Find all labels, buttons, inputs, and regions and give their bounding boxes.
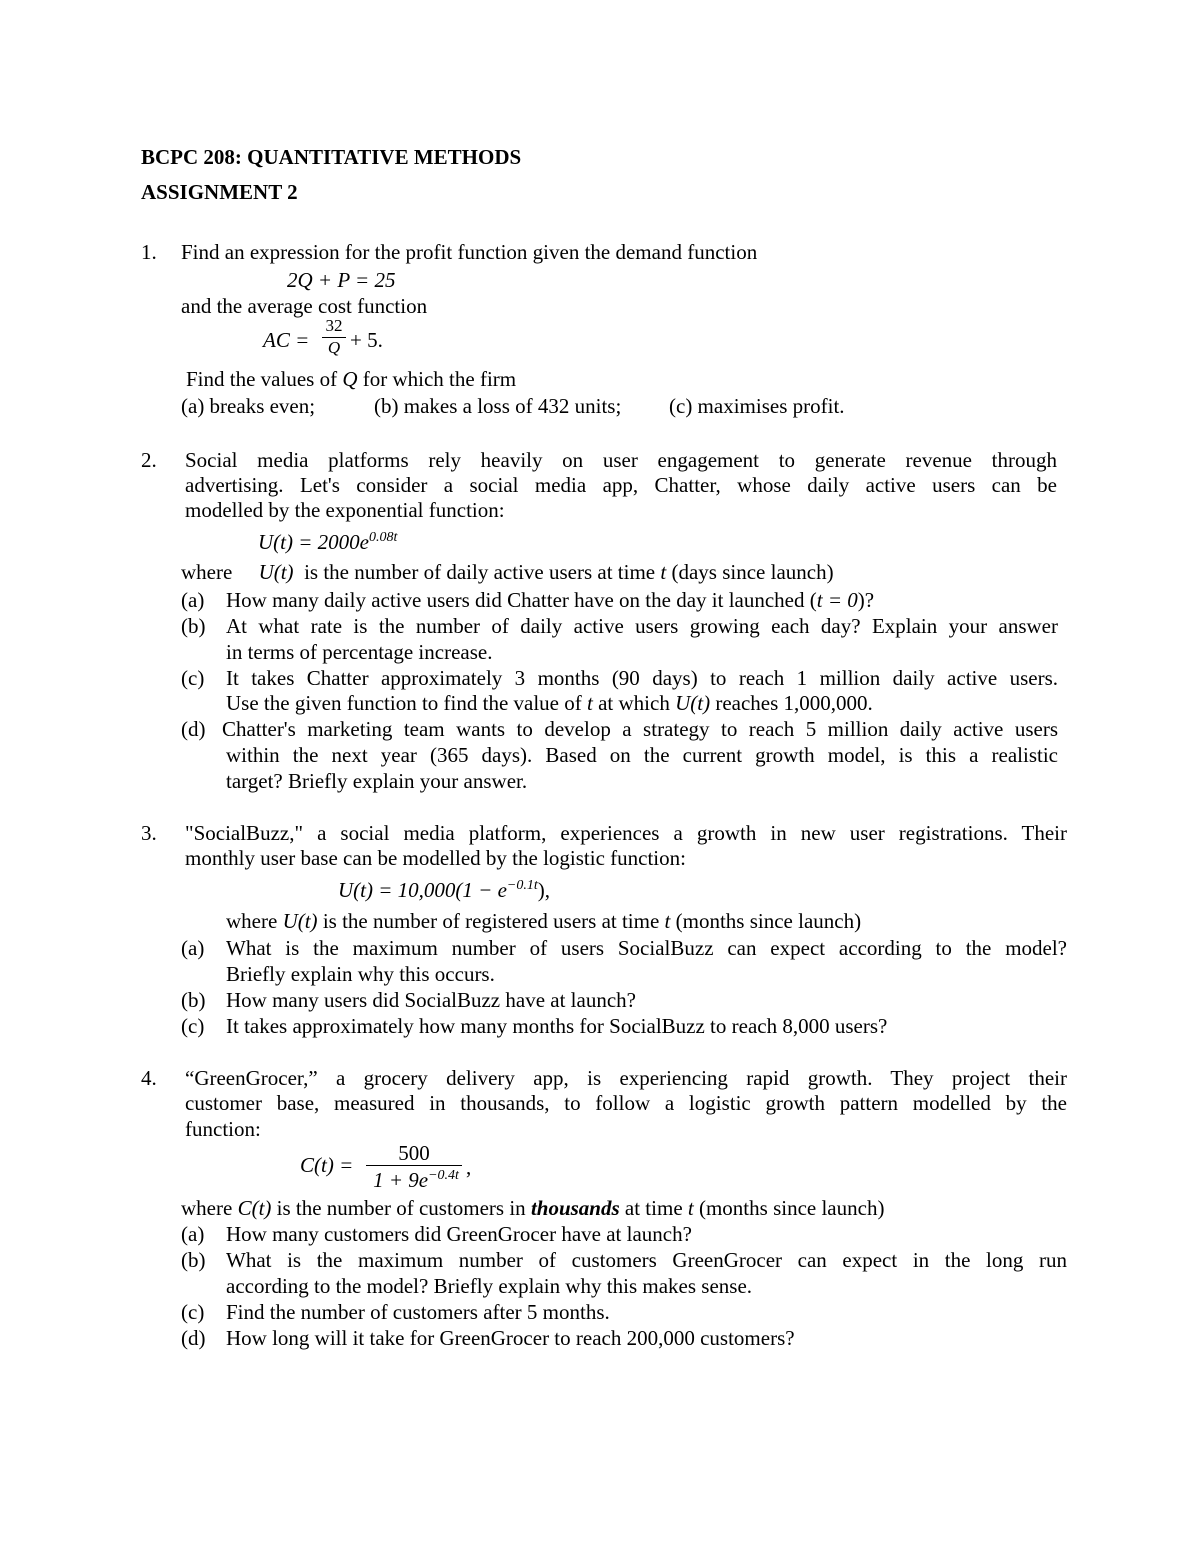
q2-a-text: How many daily active users did Chatter have on the day it launched (t = 0)? [226,588,875,612]
q2-b-label: (b) [181,614,206,638]
q2-a-label: (a) [181,588,205,612]
q4-line-1: “GreenGrocer,” a grocery delivery app, is experiencing rapid growth. They project their [185,1066,1067,1090]
q2-where: where U(t) is the number of daily active users at time t (days since launch) [181,560,834,584]
q3-equation: $U(t) = 10,000(1 - e^{-0.1t})$, [338,878,550,902]
q1-find-values: Find the values of Q for which the firm [186,367,517,391]
q4-eq-lhs: C(t) = [300,1153,354,1177]
q2-equation: $U(t) = 2000e^{0.08t}$ [258,530,398,554]
q1-part-a: (a) breaks even; [181,394,316,418]
q3-b-text: How many users did SocialBuzz have at launch? [226,988,636,1012]
assignment-title: ASSIGNMENT 2 [141,180,298,204]
q2-c-label: (c) [181,666,205,690]
q1-part-c: (c) maximises profit. [669,394,845,418]
q3-number: 3. [141,821,157,845]
q3-line-1: "SocialBuzz," a social media platform, experiences a growth in new user registrations. Their [185,821,1067,845]
q2-c-line-2: Use the given function to find the value of t at which U(t) reaches 1,000,000. [226,691,873,715]
q4-number: 4. [141,1066,157,1090]
q4-d-label: (d) [181,1326,206,1350]
q3-c-label: (c) [181,1014,205,1038]
q4-c-label: (c) [181,1300,205,1324]
q3-line-2: monthly user base can be modelled by the logistic function: [185,846,686,870]
course-title: BCPC 208: QUANTITATIVE METHODS [141,145,522,169]
q2-d-line-3: target? Briefly explain your answer. [226,769,528,793]
q1-ac-numerator: 32 [325,316,343,335]
q1-intro: Find an expression for the profit function given the demand function [181,240,758,264]
q4-eq-denominator: $1 + 9e^{-0.4t}$ [373,1168,459,1192]
q2-b-line-2: in terms of percentage increase. [226,640,493,664]
q1-ac-denominator: Q [327,338,341,357]
document-page: BCPC 208: QUANTITATIVE METHODS ASSIGNMENT 2 1. Find an expression for the profit function given the demand function 2Q + P = 25 and the average cost function AC = 32 Q + 5. Find the values of Q for which the firm (a) breaks even; (b) makes a loss of 432 units; (c) maximises profit. 2. Social media platforms rely heavily on user engagement to generate revenue through advertising. Let's consider a social media app, Chatter, whose daily active users can be modelled by the exponential function: $U(t) = 2000e^{0.08t}$ where U(t) is the number of daily active users at time t (days since launch) (a) How many daily active users did Chatter have on the day it launched (t = 0)? (b) At what rate is the number of daily active users growing each day? Explain your answer in terms of percentage increase. (c) It takes Chatter approximately 3 months (90 days) to reach 1 million daily active users. Use the given function to find the value of t at which U(t) reaches 1,000,000. (d) Chatter's marketing team wants to develop a strategy to reach 5 million daily active users within the next year (365 days). Based on the current growth model, is this a realistic target? Briefly explain your answer. 3. "SocialBuzz," a social media platform, experiences a growth in new user registrations. Their monthly user base can be modelled by the logistic function: $U(t) = 10,000(1 - e^{-0.1t})$, where U(t) is the number of registered users at time t (months since launch) (a) What is the maximum number of users SocialBuzz can expect according to the model? Briefly explain why this occurs. (b) How many users did SocialBuzz have at launch? (c) It takes approximately how many months for SocialBuzz to reach 8,000 users? 4. “GreenGrocer,” a grocery delivery app, is experiencing rapid growth. They project their customer base, measured in thousands, to follow a logistic growth pattern modelled by the function: C(t) = 500 $1 + 9e^{-0.4t}$ , where C(t) is the number of customers in thousands at time t (months since launch) (a) How many customers did GreenGrocer have at launch? (b) What is the maximum number of customers GreenGrocer can expect in the long run according to the model? Briefly explain why this makes sense. (c) Find the number of customers after 5 months. (d) How long will it take for GreenGrocer to reach 200,000 customers? [141,145,1067,1350]
q2-d-label: (d) [181,717,206,741]
q2-line-1: Social media platforms rely heavily on user engagement to generate revenue through [185,448,1057,472]
q1-demand-equation: 2Q + P = 25 [287,268,396,292]
q2-c-line-1: It takes Chatter approximately 3 months (90 days) to reach 1 million daily active users. [226,666,1058,690]
q3-where: where U(t) is the number of registered users at time t (months since launch) [226,909,862,933]
q4-line-2: customer base, measured in thousands, to follow a logistic growth pattern modelled by the [185,1091,1067,1115]
q3-a-label: (a) [181,936,205,960]
q3-b-label: (b) [181,988,206,1012]
q4-b-line-2: according to the model? Briefly explain why this makes sense. [226,1274,753,1298]
q2-number: 2. [141,448,157,472]
q2-d-line-2: within the next year (365 days). Based on the current growth model, is this a realistic [226,743,1058,767]
q4-b-line-1: What is the maximum number of customers GreenGrocer can expect in the long run [226,1248,1067,1272]
q4-where: where C(t) is the number of customers in thousands at time t (months since launch) [181,1196,885,1220]
q1-part-b: (b) makes a loss of 432 units; [374,394,622,418]
q4-eq-end: , [466,1155,472,1179]
q1-and-cost: and the average cost function [181,294,428,318]
q3-a-line-2: Briefly explain why this occurs. [226,962,495,986]
q2-d-line-1: Chatter's marketing team wants to develop a strategy to reach 5 million daily active users [222,717,1058,741]
q2-line-2: advertising. Let's consider a social media app, Chatter, whose daily active users can be [185,473,1057,497]
q4-a-label: (a) [181,1222,205,1246]
q4-b-label: (b) [181,1248,206,1272]
q2-b-line-1: At what rate is the number of daily active users growing each day? Explain your answer [226,614,1058,638]
q4-d-text: How long will it take for GreenGrocer to reach 200,000 customers? [226,1326,795,1350]
q1-ac-rest: + 5. [350,328,383,352]
q4-eq-numerator: 500 [398,1141,430,1165]
q4-a-text: How many customers did GreenGrocer have at launch? [226,1222,692,1246]
q2-line-3: modelled by the exponential function: [185,498,505,522]
q4-line-3: function: [185,1117,261,1141]
q1-number: 1. [141,240,157,264]
q3-c-text: It takes approximately how many months for SocialBuzz to reach 8,000 users? [226,1014,888,1038]
q4-c-text: Find the number of customers after 5 months. [226,1300,610,1324]
q3-a-line-1: What is the maximum number of users SocialBuzz can expect according to the model? [226,936,1067,960]
q4-eq-fraction-bar [366,1165,462,1166]
